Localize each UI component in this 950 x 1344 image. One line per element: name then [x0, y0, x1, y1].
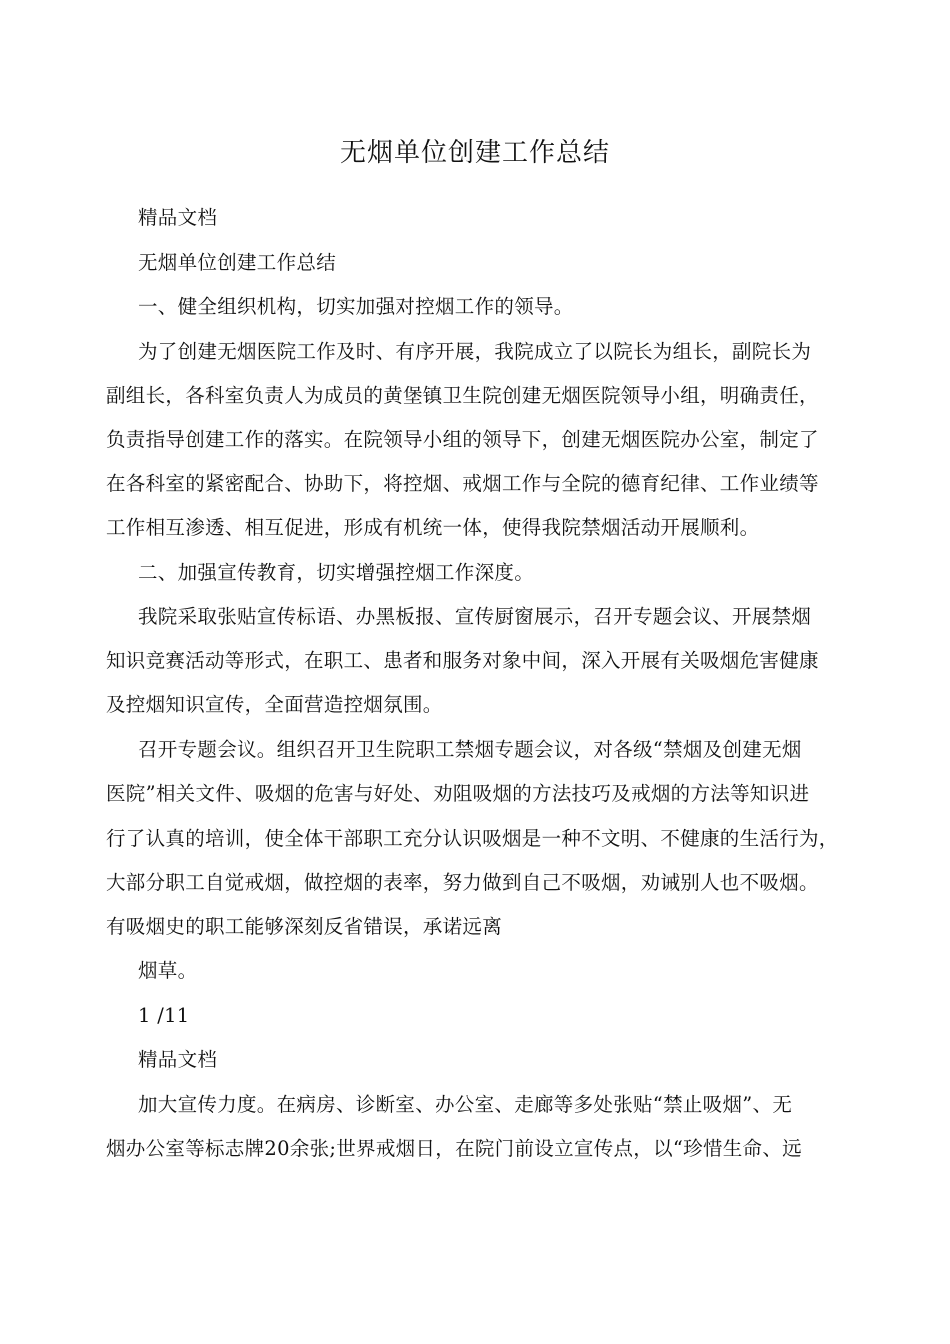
paragraph-line: 加大宣传力度。在病房、诊断室、办公室、走廊等多处张贴“禁止吸烟”、无 — [138, 1093, 793, 1116]
paragraph-line: 工作相互渗透、相互促进，形成有机统一体，使得我院禁烟活动开展顺利。 — [106, 516, 760, 539]
paragraph-line: 行了认真的培训，使全体干部职工充分认识吸烟是一种不文明、不健康的生活行为， — [106, 827, 839, 850]
paragraph-line: 召开专题会议。组织召开卫生院职工禁烟专题会议，对各级“禁烟及创建无烟 — [138, 738, 802, 761]
paragraph-line: 烟草。 — [138, 959, 198, 982]
paragraph-line: 知识竞赛活动等形式，在职工、患者和服务对象中间，深入开展有关吸烟危害健康 — [106, 649, 819, 672]
subtitle: 无烟单位创建工作总结 — [138, 251, 337, 274]
paragraph-line: 我院采取张贴宣传标语、办黑板报、宣传厨窗展示，召开专题会议、开展禁烟 — [138, 605, 812, 628]
paragraph-line: 及控烟知识宣传，全面营造控烟氛围。 — [106, 693, 443, 716]
section-heading-2: 二、加强宣传教育，切实增强控烟工作深度。 — [138, 561, 535, 584]
header-label: 精品文档 — [138, 1048, 218, 1071]
paragraph-line: 负责指导创建工作的落实。在院领导小组的领导下，创建无烟医院办公室，制定了 — [106, 428, 819, 451]
section-heading-1: 一、健全组织机构，切实加强对控烟工作的领导。 — [138, 295, 574, 318]
document-title: 无烟单位创建工作总结 — [339, 138, 610, 168]
paragraph-line: 大部分职工自觉戒烟，做控烟的表率，努力做到自己不吸烟，劝诫别人也不吸烟。 — [106, 871, 819, 894]
paragraph-line: 有吸烟史的职工能够深刻反省错误，承诺远离 — [106, 915, 503, 938]
paragraph-line: 烟办公室等标志牌20余张;世界戒烟日，在院门前设立宣传点，以“珍惜生命、远 — [106, 1137, 802, 1160]
header-label: 精品文档 — [138, 206, 218, 229]
paragraph-line: 为了创建无烟医院工作及时、有序开展，我院成立了以院长为组长，副院长为 — [138, 340, 812, 363]
paragraph-line: 副组长，各科室负责人为成员的黄堡镇卫生院创建无烟医院领导小组，明确责任， — [106, 384, 819, 407]
page-number: 1 /11 — [138, 1004, 190, 1027]
paragraph-line: 在各科室的紧密配合、协助下，将控烟、戒烟工作与全院的德育纪律、工作业绩等 — [106, 472, 819, 495]
paragraph-line: 医院”相关文件、吸烟的危害与好处、劝阻吸烟的方法技巧及戒烟的方法等知识进 — [106, 782, 810, 805]
